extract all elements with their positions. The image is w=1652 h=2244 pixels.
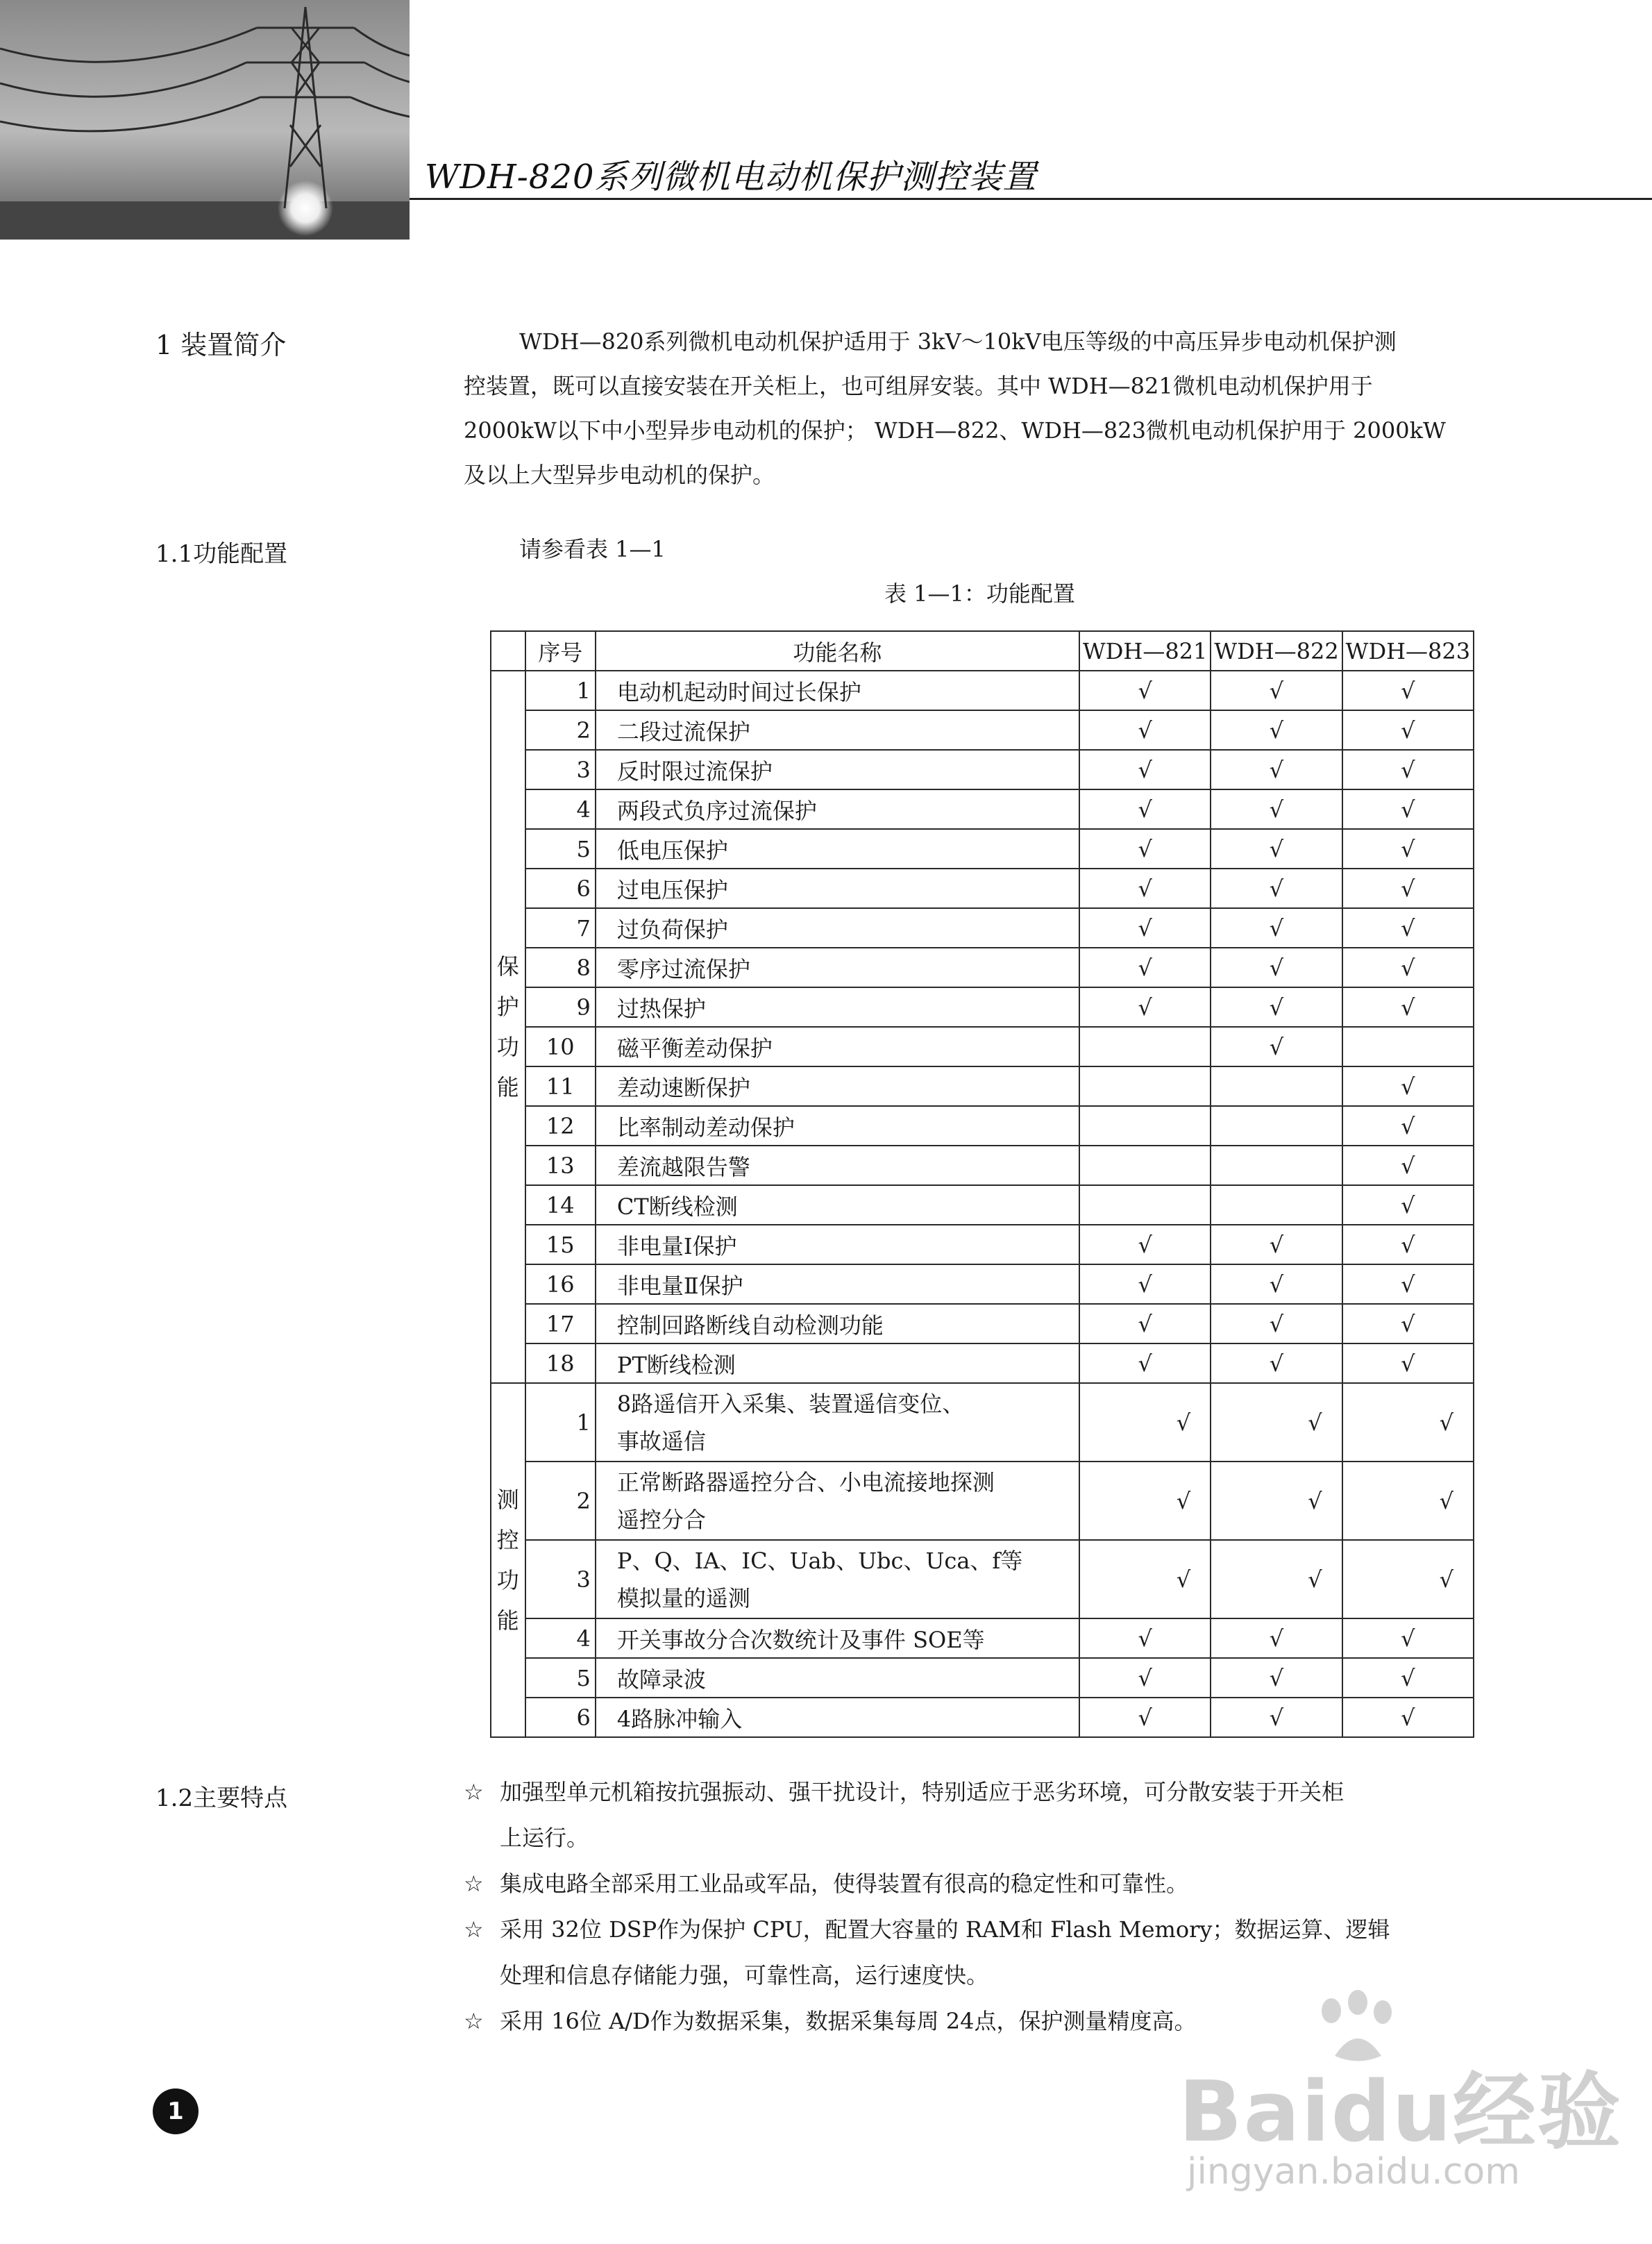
check-821: √ [1079,1264,1211,1304]
row-number: 14 [525,1185,596,1225]
section-1-1-heading: 1.1功能配置 [155,540,288,568]
function-name: 比率制动差动保护 [596,1106,1079,1146]
table-row [491,1343,1474,1383]
check-821: √ [1079,908,1211,948]
row-number: 5 [525,1658,596,1698]
check-823: √ [1342,710,1474,750]
function-name: 反时限过流保护 [596,750,1079,789]
row-number: 11 [525,1066,596,1106]
function-name: 低电压保护 [596,829,1079,869]
function-name: 差流越限告警 [596,1146,1079,1185]
check-822: √ [1211,908,1342,948]
check-821: √ [1079,948,1211,987]
check-822: √ [1211,1343,1342,1383]
row-number: 6 [525,1698,596,1737]
function-name: 过电压保护 [596,869,1079,908]
row-number: 2 [525,1462,596,1540]
function-config-table [490,630,1474,1738]
section-1-paragraph [464,319,1513,497]
function-name: 二段过流保护 [596,710,1079,750]
check-822: √ [1211,948,1342,987]
function-name: 8路遥信开入采集、装置遥信变位、 事故遥信 [596,1383,1079,1462]
check-823: √ [1342,1540,1474,1618]
row-number: 15 [525,1225,596,1264]
check-821: √ [1079,1540,1211,1618]
table-row [491,1658,1474,1698]
header-photo [0,0,410,240]
check-821: √ [1079,1225,1211,1264]
check-823: √ [1342,1225,1474,1264]
row-number: 18 [525,1343,596,1383]
check-821: √ [1079,1304,1211,1343]
check-822: √ [1211,1383,1342,1462]
check-822: √ [1211,987,1342,1027]
function-name: 4路脉冲输入 [596,1698,1079,1737]
function-name: P、Q、IA、IC、Uab、Ubc、Uca、f等 模拟量的遥测 [596,1540,1079,1618]
check-821 [1079,1146,1211,1185]
row-number: 3 [525,1540,596,1618]
function-name: CT断线检测 [596,1185,1079,1225]
table-row [491,869,1474,908]
check-823: √ [1342,1462,1474,1540]
check-822: √ [1211,829,1342,869]
check-823: √ [1342,1698,1474,1737]
check-823: √ [1342,869,1474,908]
table-row [491,1383,1474,1462]
check-821: √ [1079,671,1211,710]
function-name: 控制回路断线自动检测功能 [596,1304,1079,1343]
star-bullet-icon: ☆ [464,1779,484,1805]
row-number: 4 [525,789,596,829]
function-name: 过热保护 [596,987,1079,1027]
check-821: √ [1079,1462,1211,1540]
check-823: √ [1342,1343,1474,1383]
check-822: √ [1211,1027,1342,1066]
check-823: √ [1342,948,1474,987]
table-row [491,948,1474,987]
check-822: √ [1211,1618,1342,1658]
header-blank-cell [491,631,525,671]
table-row [491,671,1474,710]
check-823: √ [1342,750,1474,789]
function-name: 开关事故分合次数统计及事件 SOE等 [596,1618,1079,1658]
table-row [491,829,1474,869]
check-821: √ [1079,1383,1211,1462]
check-822: √ [1211,1540,1342,1618]
watermark-text: Baidu经验 [1179,2064,1622,2161]
row-number: 5 [525,829,596,869]
function-name: 电动机起动时间过长保护 [596,671,1079,710]
header-wdh822: WDH—822 [1211,631,1342,671]
table-row [491,1225,1474,1264]
function-name: 差动速断保护 [596,1066,1079,1106]
function-name: 两段式负序过流保护 [596,789,1079,829]
feature-item: ☆ 采用 32位 DSP作为保护 CPU，配置大容量的 RAM和 Flash Memory；数据运算、逻辑 处理和信息存储能力强，可靠性高，运行速度快。 [464,1907,1519,1998]
check-822 [1211,1146,1342,1185]
check-821: √ [1079,710,1211,750]
check-822: √ [1211,1264,1342,1304]
table-row [491,710,1474,750]
paragraph-line: WDH—820系列微机电动机保护适用于 3kV～10kV电压等级的中高压异步电动机保护测 [519,328,1397,355]
row-number: 1 [525,1383,596,1462]
header-function-name: 功能名称 [596,631,1079,671]
check-823: √ [1342,1304,1474,1343]
check-822 [1211,1106,1342,1146]
star-bullet-icon: ☆ [464,2008,484,2034]
check-821 [1079,1106,1211,1146]
document-title: WDH-820系列微机电动机保护测控装置 [425,158,1037,196]
table-row [491,1106,1474,1146]
check-822: √ [1211,1225,1342,1264]
check-821: √ [1079,789,1211,829]
table-row [491,1618,1474,1658]
check-822: √ [1211,789,1342,829]
check-823: √ [1342,908,1474,948]
row-number: 2 [525,710,596,750]
page-number-badge: 1 [153,2088,199,2134]
function-name: 磁平衡差动保护 [596,1027,1079,1066]
check-821 [1079,1185,1211,1225]
table-row [491,987,1474,1027]
feature-item: ☆ 加强型单元机箱按抗强振动、强干扰设计，特别适应于恶劣环境，可分散安装于开关柜 上运行。 [464,1769,1519,1861]
function-name: 过负荷保护 [596,908,1079,948]
header-rule [410,198,1652,200]
check-822 [1211,1185,1342,1225]
table-row [491,1698,1474,1737]
check-822: √ [1211,710,1342,750]
check-823: √ [1342,1618,1474,1658]
power-tower-image [0,0,410,240]
table-row [491,1027,1474,1066]
check-823: √ [1342,829,1474,869]
check-823: √ [1342,987,1474,1027]
row-number: 13 [525,1146,596,1185]
check-822: √ [1211,1698,1342,1737]
check-821: √ [1079,1698,1211,1737]
header-wdh823: WDH—823 [1342,631,1474,671]
check-823: √ [1342,1066,1474,1106]
function-name: 正常断路器遥控分合、小电流接地探测 遥控分合 [596,1462,1079,1540]
table-row [491,1146,1474,1185]
table-row [491,1304,1474,1343]
section-1-heading: 1 装置简介 [155,330,287,360]
header-no: 序号 [525,631,596,671]
table-row [491,789,1474,829]
baidu-watermark [1123,1990,1622,2212]
paragraph-line: 及以上大型异步电动机的保护。 [464,462,775,488]
row-number: 16 [525,1264,596,1304]
row-number: 12 [525,1106,596,1146]
check-822: √ [1211,1304,1342,1343]
check-822: √ [1211,869,1342,908]
function-name: PT断线检测 [596,1343,1079,1383]
table-row [491,1066,1474,1106]
function-name: 零序过流保护 [596,948,1079,987]
check-822: √ [1211,671,1342,710]
section-1-2-heading: 1.2主要特点 [155,1784,288,1812]
paragraph-line: 2000kW以下中小型异步电动机的保护； WDH—822、WDH—823微机电动机保护用于 2000kW [464,417,1446,444]
header-wdh821: WDH—821 [1079,631,1211,671]
check-823: √ [1342,1146,1474,1185]
check-821 [1079,1027,1211,1066]
check-821: √ [1079,1658,1211,1698]
check-821: √ [1079,829,1211,869]
feature-item: ☆ 集成电路全部采用工业品或军品，使得装置有很高的稳定性和可靠性。 [464,1861,1519,1907]
check-823: √ [1342,671,1474,710]
check-823: √ [1342,1383,1474,1462]
star-bullet-icon: ☆ [464,1870,484,1897]
check-823: √ [1342,789,1474,829]
table-row [491,1264,1474,1304]
check-822: √ [1211,1658,1342,1698]
check-823: √ [1342,1658,1474,1698]
row-number: 17 [525,1304,596,1343]
table-row [491,750,1474,789]
row-number: 4 [525,1618,596,1658]
check-821: √ [1079,869,1211,908]
group-label-protection: 保 护 功 能 [491,671,525,1383]
row-number: 10 [525,1027,596,1066]
check-823: √ [1342,1264,1474,1304]
row-number: 6 [525,869,596,908]
check-821: √ [1079,1618,1211,1658]
table-header-row [491,631,1474,671]
table-row [491,1462,1474,1540]
check-822 [1211,1066,1342,1106]
group-label-control: 测 控 功 能 [491,1383,525,1737]
check-822: √ [1211,1462,1342,1540]
check-823: √ [1342,1106,1474,1146]
paragraph-line: 控装置，既可以直接安装在开关柜上，也可组屏安装。其中 WDH—821微机电动机保护用于 [464,373,1373,399]
check-821 [1079,1066,1211,1106]
table-row [491,908,1474,948]
table-row [491,1185,1474,1225]
check-822: √ [1211,750,1342,789]
function-name: 非电量Ⅰ保护 [596,1225,1079,1264]
row-number: 7 [525,908,596,948]
table-caption: 表 1—1：功能配置 [884,580,1075,607]
watermark-url: jingyan.baidu.com [1187,2151,1520,2193]
star-bullet-icon: ☆ [464,1916,484,1943]
table-reference: 请参看表 1—1 [519,536,666,562]
row-number: 9 [525,987,596,1027]
check-823: √ [1342,1185,1474,1225]
row-number: 3 [525,750,596,789]
function-name: 非电量Ⅱ保护 [596,1264,1079,1304]
row-number: 8 [525,948,596,987]
check-821: √ [1079,1343,1211,1383]
row-number: 1 [525,671,596,710]
function-name: 故障录波 [596,1658,1079,1698]
check-823 [1342,1027,1474,1066]
check-821: √ [1079,987,1211,1027]
feature-item: ☆ 采用 16位 A/D作为数据采集，数据采集每周 24点，保护测量精度高。 [464,1998,1519,2044]
table-row [491,1540,1474,1618]
check-821: √ [1079,750,1211,789]
